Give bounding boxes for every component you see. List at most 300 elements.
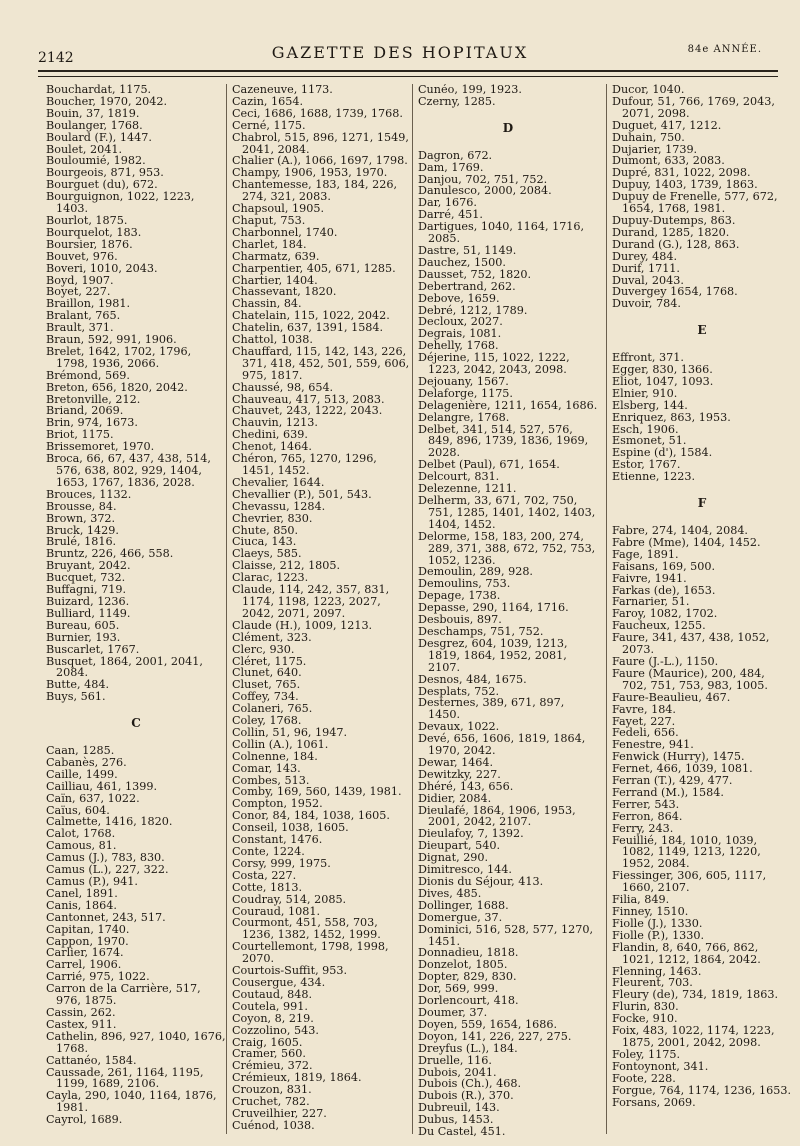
index-entry: Bourgeois, 871, 953. — [46, 166, 164, 180]
index-entry: Dupuy-Dutemps, 863. — [612, 213, 736, 227]
index-entry: Dionis du Séjour, 413. — [418, 875, 544, 888]
index-entry: Ceci, 1686, 1688, 1739, 1768. — [232, 106, 403, 120]
index-entry: Elnier, 910. — [612, 386, 678, 400]
index-entry: Delorme, 158, 183, 200, 274, 289, 371, 388, 672, 752, 753, 1052, 1236. — [418, 529, 596, 567]
index-entry: Fedeli, 656. — [612, 726, 679, 740]
index-entry: Ferrand (M.), 1584. — [612, 785, 724, 799]
index-entry: Ferry, 243. — [612, 821, 674, 835]
index-entry: Carrel, 1906. — [46, 958, 122, 972]
index-entry: Colnenne, 184. — [232, 749, 318, 763]
index-entry: Duvergey 1654, 1768. — [612, 285, 738, 299]
index-entry: Bouchardat, 1175. — [46, 84, 152, 96]
index-entry: Boyd, 1907. — [46, 273, 114, 287]
index-entry: Danulesco, 2000, 2084. — [418, 184, 552, 198]
index-entry: Combes, 513. — [232, 773, 310, 787]
index-entry: Crouzon, 831. — [232, 1083, 312, 1097]
index-entry: Forgue, 764, 1174, 1236, 1653. — [612, 1083, 791, 1097]
index-entry: Bourlot, 1875. — [46, 213, 128, 227]
index-entry: Faroy, 1082, 1702. — [612, 607, 718, 621]
index-entry: Calot, 1768. — [46, 827, 116, 841]
index-entry: Eliot, 1047, 1093. — [612, 374, 714, 388]
index-entry: Foley, 1175. — [612, 1047, 681, 1061]
index-entry: Brown, 372. — [46, 511, 116, 525]
index-entry: Conte, 1224. — [232, 845, 305, 858]
index-entry: Druelle, 116. — [418, 1053, 492, 1067]
index-entry: Bouvet, 976. — [46, 249, 118, 263]
index-entry: Braillon, 1981. — [46, 297, 131, 311]
index-entry: Dignat, 290. — [418, 851, 489, 865]
index-entry: Déjerine, 115, 1022, 1222, 1223, 2042, 2043, 2098. — [418, 351, 570, 377]
index-entry: Ciuca, 143. — [232, 535, 297, 549]
index-entry: Coudray, 514, 2085. — [232, 892, 347, 906]
index-entry: Bretonville, 212. — [46, 392, 141, 406]
index-entry: Egger, 830, 1366. — [612, 363, 713, 377]
index-entry: Dufour, 51, 766, 1769, 2043, 2071, 2098. — [612, 94, 775, 120]
index-entry: Courtois-Suffit, 953. — [232, 964, 348, 978]
index-entry: Chatelain, 115, 1022, 2042. — [232, 309, 390, 323]
index-entry: Didier, 2084. — [418, 791, 492, 805]
index-entry: Chevallier (P.), 501, 543. — [232, 487, 372, 501]
index-entry: Domergue, 37. — [418, 910, 503, 924]
index-entry: Cunéo, 199, 1923. — [418, 84, 522, 96]
index-entry: Czerny, 1285. — [418, 94, 496, 108]
index-entry: Danjou, 702, 751, 752. — [418, 172, 548, 186]
index-entry: Cousergue, 434. — [232, 975, 326, 989]
index-entry: Foix, 483, 1022, 1174, 1223, 1875, 2001, 2042, 2098. — [612, 1024, 775, 1049]
index-entry: Camus (J.), 783, 830. — [46, 851, 165, 865]
index-entry: Coutaud, 848. — [232, 987, 313, 1001]
index-entry: Dagron, 672. — [418, 148, 493, 162]
index-entry: Compton, 1952. — [232, 797, 323, 811]
index-entry: Buys, 561. — [46, 690, 106, 704]
index-entry: Devaux, 1022. — [418, 720, 500, 734]
index-entry: Cantonnet, 243, 517. — [46, 910, 166, 924]
index-entry: Brissemoret, 1970. — [46, 440, 155, 454]
index-entry: Chantemesse, 183, 184, 226, 274, 321, 2083. — [232, 178, 398, 204]
index-entry: Fiolle (J.), 1330. — [612, 916, 703, 930]
index-entry: Dejouany, 1567. — [418, 374, 509, 388]
index-entry: Bruck, 1429. — [46, 523, 119, 537]
index-entry: Chaussé, 98, 654. — [232, 380, 334, 394]
index-entry: Fleurent, 703. — [612, 976, 693, 990]
index-entry: Breton, 656, 1820, 2042. — [46, 380, 188, 394]
index-entry: Chevrier, 830. — [232, 511, 313, 525]
index-entry: Carron de la Carrière, 517, 976, 1875. — [46, 982, 201, 1008]
index-entry: Dor, 569, 999. — [418, 982, 499, 996]
index-entry: Boyet, 227. — [46, 285, 111, 299]
index-entry: Chalier (A.), 1066, 1697, 1798. — [232, 154, 408, 168]
index-entry: Brault, 371. — [46, 321, 114, 335]
index-entry: Cayrol, 1689. — [46, 1113, 123, 1127]
index-column-3 — [418, 84, 598, 1144]
index-entry: Bruntz, 226, 466, 558. — [46, 547, 174, 561]
index-entry: Boulard (F.), 1447. — [46, 130, 152, 144]
index-entry: Dubreuil, 143. — [418, 1101, 500, 1115]
index-entry: Chattol, 1038. — [232, 333, 313, 347]
index-entry: Canel, 1891. — [46, 886, 118, 900]
index-entry: Flenning, 1463. — [612, 964, 702, 978]
index-entry: Calmette, 1416, 1820. — [46, 815, 173, 829]
index-entry: Chevassu, 1284. — [232, 499, 326, 513]
index-entry: Claeys, 585. — [232, 547, 302, 561]
index-entry: Charmatz, 639. — [232, 249, 320, 263]
index-entry: Doyon, 141, 226, 227, 275. — [418, 1029, 572, 1043]
index-entry: Fenwick (Hurry), 1475. — [612, 750, 745, 764]
index-entry: Dubois, 2041. — [418, 1065, 497, 1079]
index-entry: Esch, 1906. — [612, 422, 679, 436]
index-entry: Boulet, 2041. — [46, 142, 122, 156]
index-entry: Colaneri, 765. — [232, 702, 313, 716]
index-entry: Briot, 1175. — [46, 428, 114, 442]
index-entry: Filia, 849. — [612, 893, 670, 907]
index-entry: Devé, 656, 1606, 1819, 1864, 1970, 2042. — [418, 732, 586, 758]
index-entry: Crémieu, 372. — [232, 1059, 313, 1073]
index-entry: Effront, 371. — [612, 351, 684, 365]
index-entry: Fleury (de), 734, 1819, 1863. — [612, 988, 779, 1002]
index-entry: Courmont, 451, 558, 703, 1236, 1382, 1452, 1999. — [232, 916, 381, 942]
index-entry: Cuénod, 1038. — [232, 1118, 315, 1132]
index-entry: Cruveilhier, 227. — [232, 1106, 327, 1120]
index-entry: Boucher, 1970, 2042. — [46, 94, 168, 108]
index-entry: Fabre, 274, 1404, 2084. — [612, 524, 748, 537]
index-entry: Bralant, 765. — [46, 309, 121, 323]
index-entry: Esmonet, 51. — [612, 434, 687, 448]
index-entry: Chute, 850. — [232, 523, 299, 537]
index-entry: Collin (A.), 1061. — [232, 737, 329, 751]
index-entry: Brémond, 569. — [46, 368, 130, 382]
index-entry: Dastre, 51, 1149. — [418, 243, 517, 257]
index-entry: Fabre (Mme), 1404, 1452. — [612, 535, 761, 549]
index-entry: Farkas (de), 1653. — [612, 583, 716, 597]
index-entry: Elsberg, 144. — [612, 398, 688, 412]
index-entry: Couraud, 1081. — [232, 904, 321, 918]
index-column-4 — [612, 84, 792, 1144]
index-entry: Brousse, 84. — [46, 499, 117, 513]
index-entry: Cayla, 290, 1040, 1164, 1876, 1981. — [46, 1089, 217, 1115]
index-entry: Chapsoul, 1905. — [232, 202, 324, 216]
index-entry: Courtellemont, 1798, 1998, 2070. — [232, 940, 389, 966]
column-divider — [412, 84, 413, 1134]
index-entry: Comby, 169, 560, 1439, 1981. — [232, 785, 402, 799]
index-entry: Delherm, 33, 671, 702, 750, 751, 1285, 1401, 1402, 1403, 1404, 1452. — [418, 494, 596, 531]
index-entry: Cruchet, 782. — [232, 1095, 310, 1109]
index-entry: Clarac, 1223. — [232, 571, 309, 585]
header-rule-thick — [38, 70, 778, 72]
index-entry: Ferran (T.), 429, 477. — [612, 774, 733, 788]
page-number: 2142 — [38, 50, 74, 66]
index-entry: Cluset, 765. — [232, 678, 301, 692]
index-entry: Bureau, 605. — [46, 618, 120, 632]
index-entry: Claisse, 212, 1805. — [232, 559, 341, 573]
index-entry: Camous, 81. — [46, 839, 117, 853]
index-entry: Bourguignon, 1022, 1223, 1403. — [46, 190, 195, 216]
index-entry: Faisans, 169, 500. — [612, 559, 716, 573]
index-entry: Foote, 228. — [612, 1071, 676, 1085]
index-entry: Chauvin, 1213. — [232, 416, 318, 430]
index-entry: Brouces, 1132. — [46, 487, 132, 501]
index-entry: Dimitresco, 144. — [418, 863, 512, 877]
index-entry: Fage, 1891. — [612, 547, 679, 561]
index-entry: Coyon, 8, 219. — [232, 1011, 314, 1025]
index-entry: Boveri, 1010, 2043. — [46, 261, 158, 275]
index-entry: Chauvet, 243, 1222, 2043. — [232, 404, 383, 418]
index-entry: Desplats, 752. — [418, 684, 500, 698]
index-entry: Cabanès, 276. — [46, 755, 127, 769]
index-entry: Faivre, 1941. — [612, 571, 687, 585]
index-entry: Capitan, 1740. — [46, 922, 130, 936]
index-entry: Caille, 1499. — [46, 767, 118, 781]
index-entry: Demoulins, 753. — [418, 577, 511, 591]
index-entry: Clément, 323. — [232, 630, 312, 644]
index-entry: Braun, 592, 991, 1906. — [46, 333, 177, 347]
index-entry: Delagenière, 1211, 1654, 1686. — [418, 398, 598, 412]
index-entry: Buffagni, 719. — [46, 583, 127, 597]
index-entry: Duhain, 750. — [612, 130, 685, 144]
index-entry: Bouloumié, 1982. — [46, 154, 146, 168]
index-entry: Bouin, 37, 1819. — [46, 106, 140, 120]
index-entry: Constant, 1476. — [232, 833, 323, 847]
index-entry: Fontoynont, 341. — [612, 1059, 709, 1073]
index-entry: Craig, 1605. — [232, 1035, 303, 1049]
index-entry: Durand, 1285, 1820. — [612, 225, 730, 239]
index-entry: Camus (P.), 941. — [46, 875, 138, 888]
index-entry: Boursier, 1876. — [46, 237, 133, 251]
index-entry: Dujarier, 1739. — [612, 142, 698, 156]
index-entry: Bucquet, 732. — [46, 571, 126, 585]
column-divider — [226, 84, 227, 1134]
index-entry: Chaput, 753. — [232, 213, 306, 227]
index-entry: Donnadieu, 1818. — [418, 946, 519, 960]
index-entry: Dewitzky, 227. — [418, 767, 501, 781]
index-entry: Delcourt, 831. — [418, 470, 500, 484]
index-entry: Caan, 1285. — [46, 744, 115, 758]
index-entry: Debré, 1212, 1789. — [418, 303, 528, 317]
index-entry: Dubus, 1453. — [418, 1113, 494, 1127]
index-entry: Durand (G.), 128, 863. — [612, 237, 740, 251]
index-entry: Collin, 51, 96, 1947. — [232, 725, 348, 739]
index-entry: Claude, 114, 242, 357, 831, 1174, 1198, 1223, 2027, 2042, 2071, 2097. — [232, 583, 390, 620]
index-entry: Dupuy, 1403, 1739, 1863. — [612, 178, 758, 192]
index-entry: Forsans, 2069. — [612, 1095, 696, 1109]
index-entry: Cerné, 1175. — [232, 118, 306, 132]
index-entry: Bulliard, 1149. — [46, 606, 131, 620]
index-entry: Delbet, 341, 514, 527, 576, 849, 896, 1739, 1836, 1969, 2028. — [418, 422, 589, 460]
index-entry: Dopter, 829, 830. — [418, 970, 517, 984]
index-entry: Delaforge, 1175. — [418, 386, 513, 400]
index-entry: Depasse, 290, 1164, 1716. — [418, 601, 569, 615]
index-entry: Charpentier, 405, 671, 1285. — [232, 261, 396, 275]
index-entry: Coffey, 734. — [232, 690, 299, 704]
index-entry: Dar, 1676. — [418, 196, 477, 210]
index-entry: Faucheux, 1255. — [612, 619, 706, 633]
index-entry: Fernet, 466, 1039, 1081. — [612, 762, 753, 776]
index-entry: Doumer, 37. — [418, 1005, 488, 1019]
index-entry: Boulanger, 1768. — [46, 118, 143, 132]
index-entry: Chevalier, 1644. — [232, 475, 325, 489]
index-entry: Cailliau, 461, 1399. — [46, 779, 158, 793]
index-entry: Bruyant, 2042. — [46, 559, 131, 573]
journal-title: GAZETTE DES HOPITAUX — [271, 43, 529, 62]
index-entry: Desnos, 484, 1675. — [418, 672, 527, 686]
index-entry: Dreyfus (L.), 184. — [418, 1041, 518, 1055]
index-entry: Estor, 1767. — [612, 458, 681, 472]
index-entry: Cazin, 1654. — [232, 94, 304, 108]
index-entry: Fayet, 227. — [612, 714, 676, 728]
index-entry: Costa, 227. — [232, 868, 297, 882]
year-label: 84e ANNÉE. — [687, 44, 762, 55]
index-entry: Finney, 1510. — [612, 905, 689, 918]
section-letter: F — [697, 496, 707, 511]
index-entry: Delangre, 1768. — [418, 410, 510, 424]
index-entry: Chauffard, 115, 142, 143, 226, 371, 418, 452, 501, 559, 606, 975, 1817. — [232, 344, 410, 382]
index-column-2 — [232, 84, 412, 1144]
index-entry: Ducor, 1040. — [612, 84, 685, 96]
index-entry: Bourguet (du), 672. — [46, 178, 158, 192]
index-entry: Favre, 184. — [612, 702, 676, 716]
index-entry: Duval, 2043. — [612, 273, 684, 287]
index-entry: Etienne, 1223. — [612, 470, 696, 484]
index-entry: Darré, 451. — [418, 208, 483, 222]
index-entry: Briand, 2069. — [46, 404, 124, 418]
index-entry: Duguet, 417, 1212. — [612, 118, 722, 132]
index-entry: Dieulafoy, 7, 1392. — [418, 827, 524, 841]
index-entry: Camus (L.), 227, 322. — [46, 863, 169, 877]
section-letter: E — [697, 323, 707, 338]
index-entry: Fiolle (P.), 1330. — [612, 928, 705, 942]
index-entry: Corsy, 999, 1975. — [232, 856, 331, 870]
index-entry: Conor, 84, 184, 1038, 1605. — [232, 809, 390, 823]
index-entry: Decloux, 2027. — [418, 315, 503, 329]
index-entry: Dubois (R.), 370. — [418, 1089, 514, 1103]
index-entry: Ferrer, 543. — [612, 797, 680, 811]
index-entry: Dhéré, 143, 656. — [418, 779, 514, 793]
index-entry: Cassin, 262. — [46, 1005, 116, 1019]
index-entry: Clerc, 930. — [232, 642, 295, 656]
index-entry: Dausset, 752, 1820. — [418, 267, 532, 281]
index-entry: Coutela, 991. — [232, 999, 308, 1013]
index-entry: Debove, 1659. — [418, 291, 500, 305]
index-entry: Chedini, 639. — [232, 428, 308, 442]
index-entry: Enriquez, 863, 1953. — [612, 410, 731, 424]
index-entry: Busquet, 1864, 2001, 2041, 2084. — [46, 654, 203, 680]
index-entry: Demoulin, 289, 928. — [418, 565, 533, 579]
index-entry: Faure (Maurice), 200, 484, 702, 751, 753, 983, 1005. — [612, 666, 768, 692]
index-entry: Faure-Beaulieu, 467. — [612, 690, 731, 704]
index-entry: Desternes, 389, 671, 897, 1450. — [418, 696, 565, 722]
index-entry: Duvoir, 784. — [612, 297, 681, 311]
index-entry: Chauveau, 417, 513, 2083. — [232, 392, 385, 406]
index-entry: Deschamps, 751, 752. — [418, 624, 544, 638]
index-entry: Conseil, 1038, 1605. — [232, 821, 349, 835]
index-entry: Feuillié, 184, 1010, 1039, 1082, 1149, 1213, 1220, 1952, 2084. — [612, 833, 761, 871]
index-entry: Du Castel, 451. — [418, 1125, 506, 1139]
index-entry: Chartier, 1404. — [232, 273, 318, 287]
index-entry: Cathelin, 896, 927, 1040, 1676, 1768. — [46, 1029, 226, 1055]
index-entry: Charbonnel, 1740. — [232, 225, 338, 239]
index-entry: Cozzolino, 543. — [232, 1023, 319, 1037]
index-entry: Brulé, 1816. — [46, 535, 117, 549]
index-entry: Durey, 484. — [612, 249, 677, 263]
index-entry: Chatelin, 637, 1391, 1584. — [232, 321, 384, 335]
index-entry: Dollinger, 1688. — [418, 898, 509, 912]
index-column-1 — [46, 84, 226, 1144]
index-entry: Desbouis, 897. — [418, 613, 502, 627]
index-entry: Faure, 341, 437, 438, 1052, 2073. — [612, 631, 770, 657]
index-entry: Dam, 1769. — [418, 160, 484, 174]
index-entry: Broca, 66, 67, 437, 438, 514, 576, 638, 802, 929, 1404, 1653, 1767, 1836, 2028. — [46, 452, 211, 489]
index-entry: Dehelly, 1768. — [418, 339, 499, 353]
column-divider — [606, 84, 607, 1134]
index-entry: Dieulafé, 1864, 1906, 1953, 2001, 2042, 2107. — [418, 803, 576, 829]
index-entry: Dupuy de Frenelle, 577, 672, 1654, 1768, 1981. — [612, 190, 778, 216]
index-entry: Dives, 485. — [418, 886, 482, 900]
index-entry: Butte, 484. — [46, 678, 110, 692]
index-entry: Ferron, 864. — [612, 809, 683, 823]
index-entry: Flandin, 8, 640, 766, 862, 1021, 1212, 1864, 2042. — [612, 940, 761, 966]
index-entry: Dartigues, 1040, 1164, 1716, 2085. — [418, 220, 585, 246]
index-entry: Durif, 1711. — [612, 261, 680, 275]
index-entry: Espine (d'), 1584. — [612, 446, 713, 460]
index-entry: Cattanéo, 1584. — [46, 1053, 137, 1067]
index-entry: Canis, 1864. — [46, 898, 117, 912]
index-entry: Crémieux, 1819, 1864. — [232, 1071, 362, 1085]
index-entry: Doyen, 559, 1654, 1686. — [418, 1017, 558, 1031]
index-entry: Chabrol, 515, 896, 1271, 1549, 2041, 2084. — [232, 130, 409, 156]
index-entry: Dominici, 516, 528, 577, 1270, 1451. — [418, 922, 594, 948]
index-entry: Champy, 1906, 1953, 1970. — [232, 166, 388, 180]
index-entry: Dumont, 633, 2083. — [612, 154, 725, 168]
index-entry: Carlier, 1674. — [46, 946, 124, 960]
index-entry: Desgrez, 604, 1039, 1213, 1819, 1864, 1952, 2081, 2107. — [418, 636, 568, 674]
index-entry: Cappon, 1970. — [46, 934, 129, 948]
index-entry: Carrié, 975, 1022. — [46, 970, 150, 984]
index-entry: Dubois (Ch.), 468. — [418, 1077, 522, 1091]
index-entry: Cotte, 1813. — [232, 880, 303, 894]
index-entry: Caussade, 261, 1164, 1195, 1199, 1689, 2106. — [46, 1065, 204, 1091]
index-entry: Chenot, 1464. — [232, 440, 312, 454]
index-entry: Coley, 1768. — [232, 714, 302, 728]
index-entry: Clunet, 640. — [232, 666, 302, 680]
index-entry: Cramer, 560. — [232, 1047, 306, 1061]
index-entry: Dauchez, 1500. — [418, 255, 506, 269]
index-entry: Bourquelot, 183. — [46, 225, 142, 239]
index-entry: Cazeneuve, 1173. — [232, 84, 333, 96]
index-entry: Faure (J.-L.), 1150. — [612, 654, 719, 668]
section-letter: D — [502, 120, 514, 135]
index-entry: Buscarlet, 1767. — [46, 642, 140, 656]
index-entry: Dorlencourt, 418. — [418, 994, 519, 1008]
index-entry: Farnarier, 51. — [612, 595, 690, 609]
index-entry: Fiessinger, 306, 605, 1117, 1660, 2107. — [612, 869, 767, 895]
header-rule-thin — [38, 76, 778, 77]
index-entry: Dieupart, 540. — [418, 839, 501, 853]
index-entry: Delbet (Paul), 671, 1654. — [418, 458, 560, 472]
index-entry: Buizard, 1236. — [46, 594, 130, 608]
index-entry: Chéron, 765, 1270, 1296, 1451, 1452. — [232, 452, 377, 477]
index-entry: Chassin, 84. — [232, 297, 302, 311]
index-entry: Caïn, 637, 1022. — [46, 791, 140, 805]
index-entry: Cléret, 1175. — [232, 654, 307, 668]
index-entry: Debertrand, 262. — [418, 279, 516, 293]
index-entry: Delezenne, 1211. — [418, 482, 517, 496]
index-entry: Degrais, 1081. — [418, 327, 502, 341]
index-entry: Dewar, 1464. — [418, 755, 494, 769]
index-entry: Brin, 974, 1673. — [46, 416, 138, 430]
index-entry: Chassevant, 1820. — [232, 285, 337, 299]
index-entry: Comar, 143. — [232, 761, 301, 775]
index-entry: Depage, 1738. — [418, 589, 501, 603]
index-entry: Focke, 910. — [612, 1012, 678, 1026]
